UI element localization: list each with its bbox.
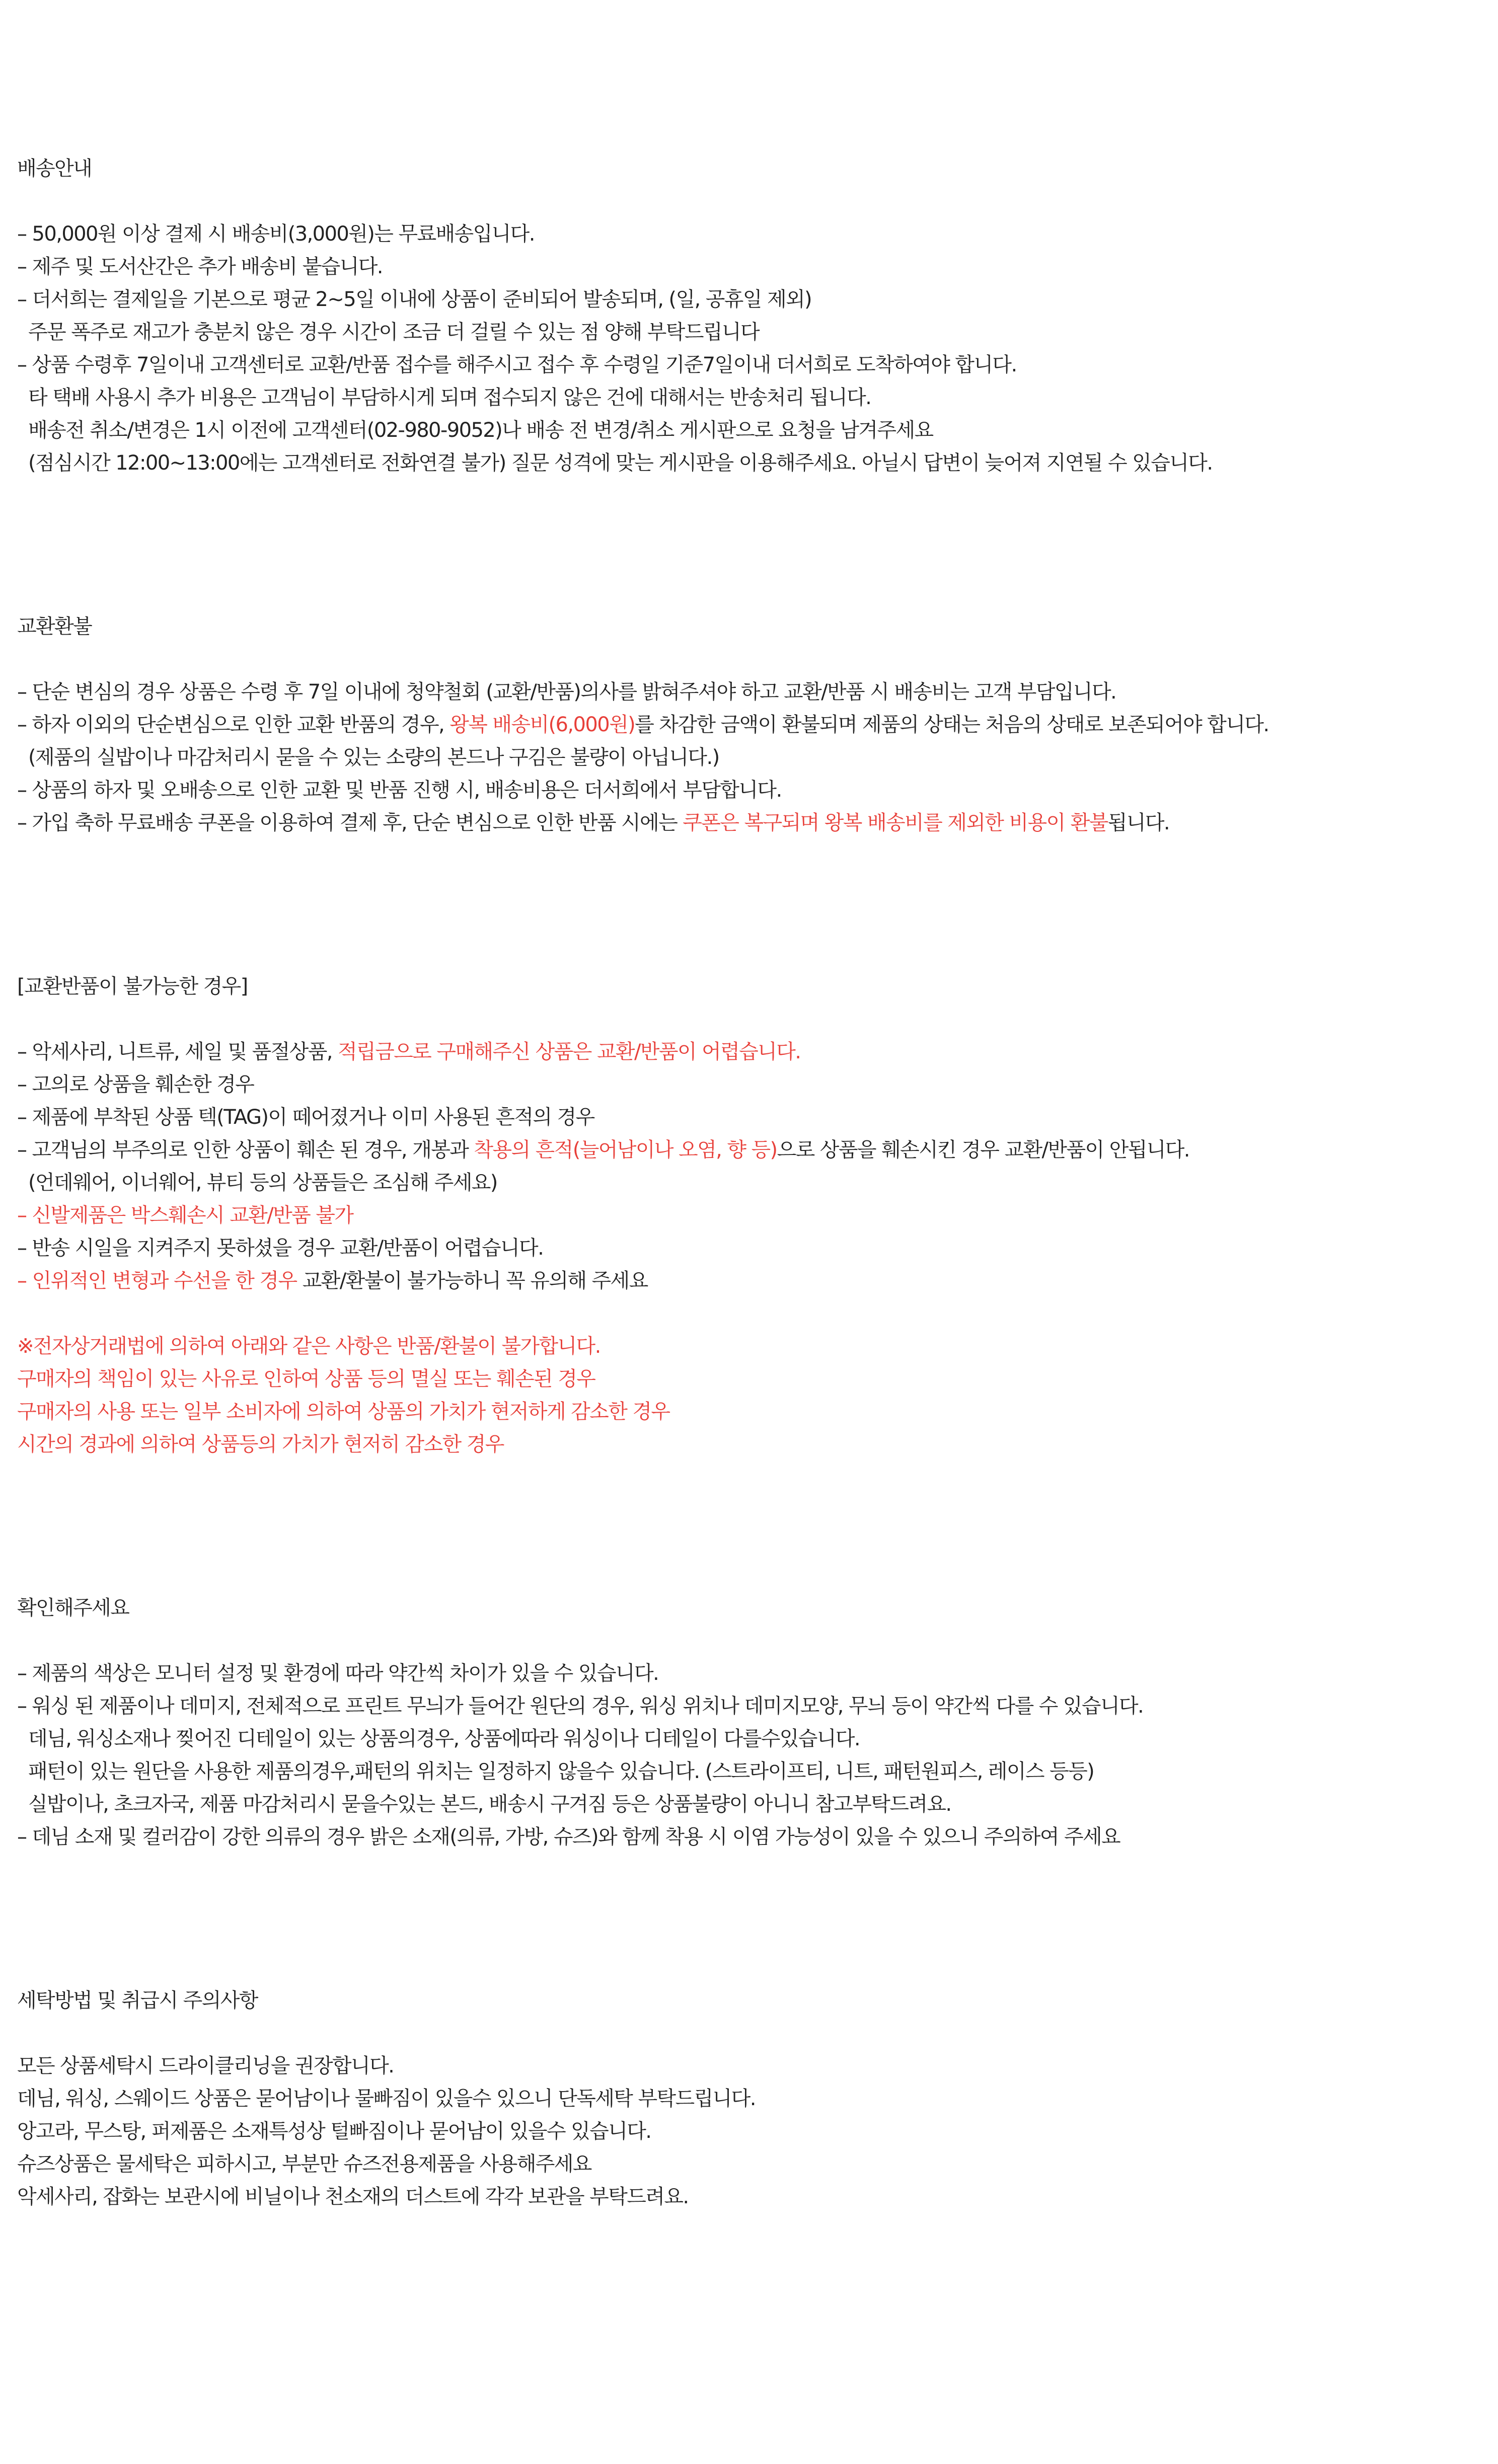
shipping-line: 타 택배 사용시 추가 비용은 고객님이 부담하시게 되며 접수되지 않은 건에 대해서는 반송처리 됩니다.	[28, 386, 871, 409]
shipping-line: – 더서희는 결제일을 기본으로 평균 2~5일 이내에 상품이 준비되어 발송되며, (일, 공휴일 제외)	[17, 288, 812, 311]
exchange-line	[17, 709, 1477, 741]
not-allowed-line	[17, 1134, 1477, 1167]
not-allowed-dash: –	[17, 1204, 32, 1227]
washing-line: 앙고라, 무스탕, 퍼제품은 소재특성상 털빠짐이나 묻어남이 있을수 있습니다.	[17, 2120, 651, 2143]
law-notice-line: ※전자상거래법에 의하여 아래와 같은 사항은 반품/환불이 불가합니다.	[17, 1335, 601, 1358]
check-line: 패턴이 있는 원단을 사용한 제품의경우,패턴의 위치는 일정하지 않을수 있습니다. (스트라이프티, 니트, 패턴원피스, 레이스 등등)	[28, 1760, 1094, 1783]
not-allowed-line	[17, 1199, 1477, 1232]
exchange-line	[17, 807, 1477, 839]
not-allowed-highlight: 신발제품은 박스훼손시 교환/반품 불가	[32, 1204, 353, 1227]
law-notice-line: 구매자의 사용 또는 일부 소비자에 의하여 상품의 가치가 현저하게 감소한 경우	[17, 1400, 670, 1423]
not-allowed-highlight: 적립금으로 구매해주신 상품은 교환/반품이 어렵습니다.	[338, 1040, 801, 1063]
check-line: – 워싱 된 제품이나 데미지, 전체적으로 프린트 무늬가 들어간 원단의 경우, 워싱 위치나 데미지모양, 무늬 등이 약간씩 다를 수 있습니다.	[17, 1695, 1144, 1718]
exchange-text: 됩니다.	[1107, 811, 1170, 834]
exchange-text: – 하자 이외의 단순변심으로 인한 교환 반품의 경우,	[17, 713, 450, 736]
not-allowed-highlight: 인위적인 변형과 수선을 한 경우	[32, 1269, 297, 1292]
exchange-highlight: 왕복 배송비(6,000원)	[450, 713, 635, 736]
shipping-line: – 50,000원 이상 결제 시 배송비(3,000원)는 무료배송입니다.	[17, 222, 535, 246]
not-allowed-text: – 고객님의 부주의로 인한 상품이 훼손 된 경우, 개봉과	[17, 1138, 474, 1162]
law-notice-line: 구매자의 책임이 있는 사유로 인하여 상품 등의 멸실 또는 훼손된 경우	[17, 1367, 595, 1391]
exchange-line: (제품의 실밥이나 마감처리시 묻을 수 있는 소량의 본드나 구김은 불량이 아닙니다.)	[28, 746, 719, 769]
check-section	[17, 1592, 1477, 1854]
shipping-line: – 상품 수령후 7일이내 고객센터로 교환/반품 접수를 해주시고 접수 후 수령일 기준7일이내 더서희로 도착하여야 합니다.	[17, 353, 1017, 376]
exchange-highlight: 쿠폰은 복구되며 왕복 배송비를 제외한 비용이 환불	[683, 811, 1108, 834]
exchange-title: 교환환불	[17, 615, 92, 638]
not-allowed-line	[17, 1036, 1477, 1068]
not-allowed-highlight: 착용의 흔적(늘어남이나 오염, 향 등)	[474, 1138, 777, 1162]
not-allowed-dash: –	[17, 1269, 32, 1292]
not-allowed-line: – 고의로 상품을 훼손한 경우	[17, 1073, 254, 1096]
shipping-line: 주문 폭주로 재고가 충분치 않은 경우 시간이 조금 더 걸릴 수 있는 점 양해 부탁드립니다	[28, 321, 760, 344]
washing-section	[17, 1984, 1477, 2213]
shipping-line: 배송전 취소/변경은 1시 이전에 고객센터(02-980-9052)나 배송 전 변경/취소 게시판으로 요청을 남겨주세요	[28, 419, 933, 442]
check-line: – 데님 소재 및 컬러감이 강한 의류의 경우 밝은 소재(의류, 가방, 슈즈)와 함께 착용 시 이염 가능성이 있을 수 있으니 주의하여 주세요	[17, 1825, 1120, 1849]
washing-line: 악세사리, 잡화는 보관시에 비닐이나 천소재의 더스트에 각각 보관을 부탁드려요.	[17, 2185, 689, 2208]
not-allowed-section	[17, 970, 1477, 1461]
washing-line: 슈즈상품은 물세탁은 피하시고, 부분만 슈즈전용제품을 사용해주세요	[17, 2152, 591, 2176]
not-allowed-line: – 제품에 부착된 상품 텍(TAG)이 떼어졌거나 이미 사용된 흔적의 경우	[17, 1106, 594, 1129]
exchange-line: – 상품의 하자 및 오배송으로 인한 교환 및 반품 진행 시, 배송비용은 더서희에서 부담합니다.	[17, 779, 782, 802]
not-allowed-line: – 반송 시일을 지켜주지 못하셨을 경우 교환/반품이 어렵습니다.	[17, 1237, 544, 1260]
not-allowed-text: 으로 상품을 훼손시킨 경우 교환/반품이 안됩니다.	[777, 1138, 1189, 1162]
shipping-line: (점심시간 12:00~13:00에는 고객센터로 전화연결 불가) 질문 성격에 맞는 게시판을 이용해주세요. 아닐시 답변이 늦어져 지연될 수 있습니다.	[28, 451, 1213, 475]
not-allowed-text: 교환/환불이 불가능하니 꼭 유의해 주세요	[296, 1269, 648, 1292]
law-notice-line: 시간의 경과에 의하여 상품등의 가치가 현저히 감소한 경우	[17, 1433, 504, 1456]
exchange-line: – 단순 변심의 경우 상품은 수령 후 7일 이내에 청약철회 (교환/반품)의사를 밝혀주셔야 하고 교환/반품 시 배송비는 고객 부담입니다.	[17, 680, 1116, 704]
exchange-text: – 가입 축하 무료배송 쿠폰을 이용하여 결제 후, 단순 변심으로 인한 반품 시에는	[17, 811, 683, 834]
shipping-title: 배송안내	[17, 157, 92, 180]
check-line: – 제품의 색상은 모니터 설정 및 환경에 따라 약간씩 차이가 있을 수 있습니다.	[17, 1662, 659, 1685]
not-allowed-text: – 악세사리, 니트류, 세일 및 품절상품,	[17, 1040, 338, 1063]
shipping-section	[17, 152, 1477, 480]
check-line: 데님, 워싱소재나 찢어진 디테일이 있는 상품의경우, 상품에따라 워싱이나 디테일이 다를수있습니다.	[28, 1727, 860, 1750]
exchange-text: 를 차감한 금액이 환불되며 제품의 상태는 처음의 상태로 보존되어야 합니다.	[635, 713, 1269, 736]
exchange-section	[17, 610, 1477, 839]
not-allowed-line	[17, 1265, 1477, 1297]
washing-title: 세탁방법 및 취급시 주의사항	[17, 1989, 258, 2012]
check-line: 실밥이나, 초크자국, 제품 마감처리시 묻을수있는 본드, 배송시 구겨짐 등은 상품불량이 아니니 참고부탁드려요.	[28, 1793, 951, 1816]
washing-line: 모든 상품세탁시 드라이클리닝을 권장합니다.	[17, 2054, 394, 2077]
not-allowed-line: (언데웨어, 이너웨어, 뷰티 등의 상품들은 조심해 주세요)	[28, 1171, 497, 1194]
shipping-line: – 제주 및 도서산간은 추가 배송비 붙습니다.	[17, 255, 383, 278]
not-allowed-title: [교환반품이 불가능한 경우]	[17, 975, 248, 998]
check-title: 확인해주세요	[17, 1596, 129, 1620]
washing-line: 데님, 워싱, 스웨이드 상품은 묻어남이나 물빠짐이 있을수 있으니 단독세탁 부탁드립니다.	[17, 2087, 756, 2110]
